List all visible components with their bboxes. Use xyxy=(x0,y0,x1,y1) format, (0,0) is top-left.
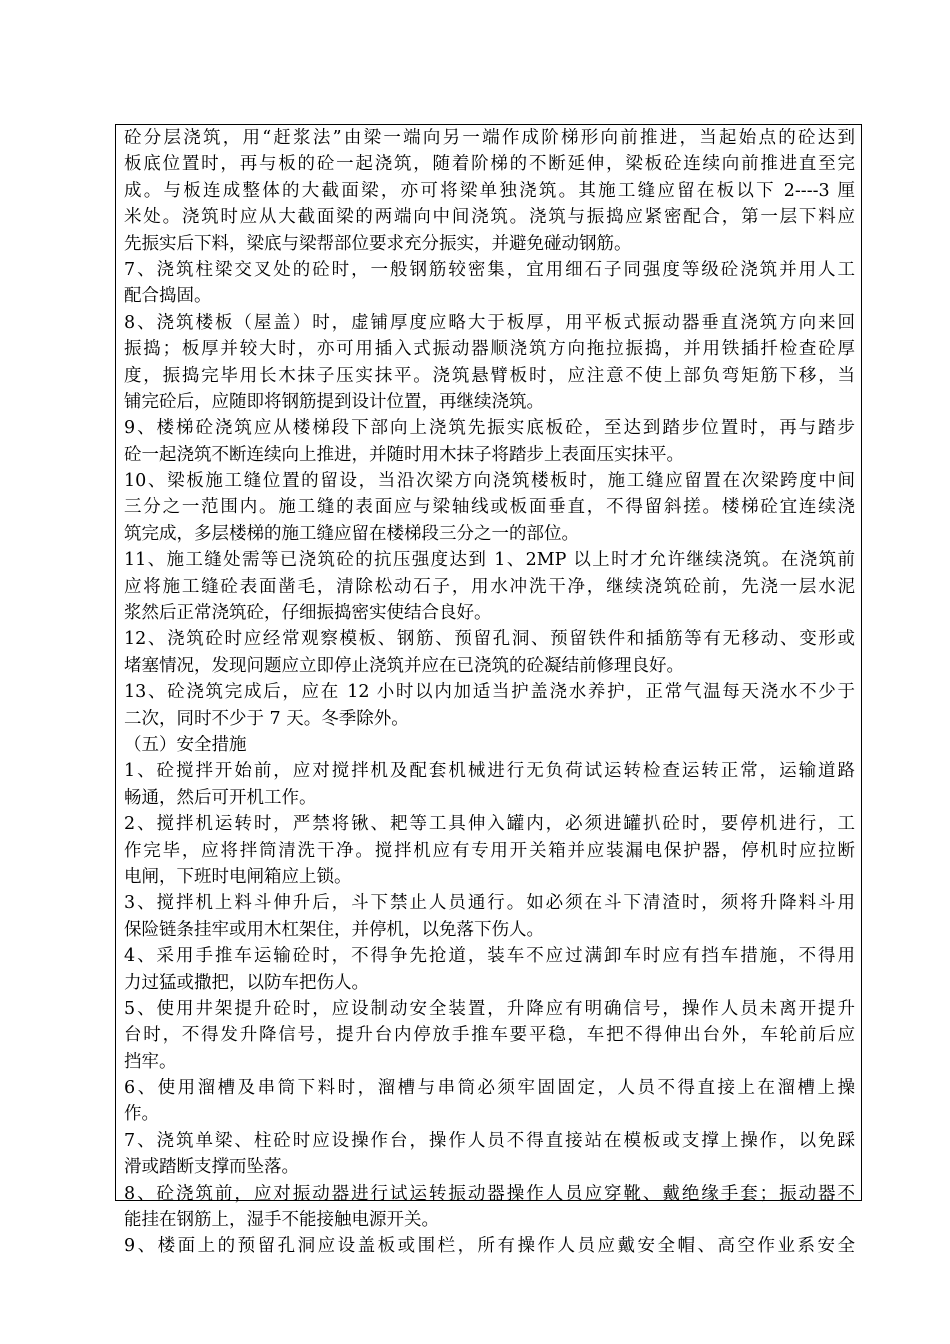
text-line: 1、砼搅拌开始前，应对搅拌机及配套机械进行无负荷试运转检查运转正常，运输道路 xyxy=(124,761,855,782)
text-line: 4、采用手推车运输砼时，不得争先抢道，装车不应过满卸车时应有挡车措施，不得用 xyxy=(124,946,855,967)
document-body xyxy=(116,125,861,1260)
text-line: 浆然后正常浇筑砼，仔细振捣密实使结合良好。 xyxy=(124,603,492,624)
text-line: 13、砼浇筑完成后，应在 12 小时以内加适当护盖浇水养护，正常气温每天浇水不少于 xyxy=(124,682,855,703)
text-line: 米处。浇筑时应从大截面梁的两端向中间浇筑。浇筑与振捣应紧密配合，第一层下料应 xyxy=(124,207,855,228)
text-line: 振捣；板厚并较大时，亦可用插入式振动器顺浇筑方向拖拉振捣，并用铁插扦检查砼厚 xyxy=(124,339,855,360)
text-line: 滑或踏断支撑而坠落。 xyxy=(124,1157,299,1178)
text-line: 9、楼面上的预留孔洞应设盖板或围栏，所有操作人员应戴安全帽、高空作业系安全 xyxy=(124,1236,855,1257)
text-line: 12、浇筑砼时应经常观察模板、钢筋、预留孔洞、预留铁件和插筋等有无移动、变形或 xyxy=(124,629,855,650)
text-line: 2、搅拌机运转时，严禁将锹、耙等工具伸入罐内，必须进罐扒砼时，要停机进行，工 xyxy=(124,814,855,835)
text-line: 9、楼梯砼浇筑应从楼梯段下部向上浇筑先振实底板砼，至达到踏步位置时，再与踏步 xyxy=(124,418,855,439)
text-line: 二次，同时不少于 7 天。冬季除外。 xyxy=(124,708,409,729)
text-line: 3、搅拌机上料斗伸升后，斗下禁止人员通行。如必须在斗下清渣时，须将升降料斗用 xyxy=(124,893,855,914)
text-line: 8、浇筑楼板（屋盖）时，虚铺厚度应略大于板厚，用平板式振动器垂直浇筑方向来回 xyxy=(124,312,855,333)
text-line: 筑完成，多层楼梯的施工缝应留在楼梯段三分之一的部位。 xyxy=(124,523,579,544)
text-line: 应将施工缝砼表面凿毛，清除松动石子，用水冲洗干净，继续浇筑砼前，先浇一层水泥 xyxy=(124,576,855,597)
text-line: 7、浇筑柱梁交叉处的砼时，一般钢筋较密集，宜用细石子同强度等级砼浇筑并用人工 xyxy=(124,259,855,280)
text-line: 畅通，然后可开机工作。 xyxy=(124,787,317,808)
text-line: 砼一起浇筑不断连续向上推进，并随时用木抹子将踏步上表面压实抹平。 xyxy=(124,444,684,465)
text-line: 保险链条挂牢或用木杠架住，并停机，以免落下伤人。 xyxy=(124,919,544,940)
text-line: 板底位置时，再与板的砼一起浇筑，随着阶梯的不断延伸，梁板砼连续向前推进直至完 xyxy=(124,154,855,175)
text-line: 8、砼浇筑前，应对振动器进行试运转振动器操作人员应穿靴、戴绝缘手套；振动器不 xyxy=(124,1183,855,1204)
text-line: 三分之一范围内。施工缝的表面应与梁轴线或板面垂直，不得留斜搓。楼梯砼宜连续浇 xyxy=(124,497,855,518)
text-line: 砼分层浇筑，用“赶浆法”由梁一端向另一端作成阶梯形向前推进，当起始点的砼达到 xyxy=(124,128,855,148)
text-line: 7、浇筑单梁、柱砼时应设操作台，操作人员不得直接站在模板或支撑上操作，以免踩 xyxy=(124,1130,855,1151)
text-line: 堵塞情况，发现问题应立即停止浇筑并应在已浇筑的砼凝结前修理良好。 xyxy=(124,655,684,676)
text-line: 10、梁板施工缝位置的留设，当沿次梁方向浇筑楼板时，施工缝应留置在次梁跨度中间 xyxy=(124,471,855,492)
text-line: 挡牢。 xyxy=(124,1051,177,1072)
text-line: 电闸，下班时电闸箱应上锁。 xyxy=(124,866,352,887)
text-line: 力过猛或撒把，以防车把伤人。 xyxy=(124,972,369,993)
section-heading: （五）安全措施 xyxy=(124,734,247,755)
text-line: 配合捣固。 xyxy=(124,286,212,307)
text-line: 成。与板连成整体的大截面梁，亦可将梁单独浇筑。其施工缝应留在板以下 2----3 厘 xyxy=(124,180,855,201)
text-line: 先振实后下料，梁底与梁帮部位要求充分振实，并避免碰动钢筋。 xyxy=(124,233,632,254)
text-line: 度，振捣完毕用长木抹子压实抹平。浇筑悬臂板时，应注意不使上部负弯矩筋下移，当 xyxy=(124,365,855,386)
text-line: 作完毕，应将拌筒清洗干净。搅拌机应有专用开关箱并应装漏电保护器，停机时应拉断 xyxy=(124,840,855,861)
document-table-cell xyxy=(115,124,862,1257)
text-line: 台时，不得发升降信号，提升台内停放手推车要平稳，车把不得伸出台外，车轮前后应 xyxy=(124,1025,855,1046)
text-line: 能挂在钢筋上，湿手不能接触电源开关。 xyxy=(124,1210,439,1231)
text-line: 作。 xyxy=(124,1104,159,1125)
text-line: 6、使用溜槽及串筒下料时，溜槽与串筒必须牢固固定，人员不得直接上在溜槽上操 xyxy=(124,1078,855,1099)
text-line: 5、使用井架提升砼时，应设制动安全装置，升降应有明确信号，操作人员未离开提升 xyxy=(124,998,855,1019)
text-line: 11、施工缝处需等已浇筑砼的抗压强度达到 1、2MP 以上时才允许继续浇筑。在浇筑前 xyxy=(124,550,855,571)
text-line: 铺完砼后，应随即将钢筋提到设计位置，再继续浇筑。 xyxy=(124,391,544,412)
